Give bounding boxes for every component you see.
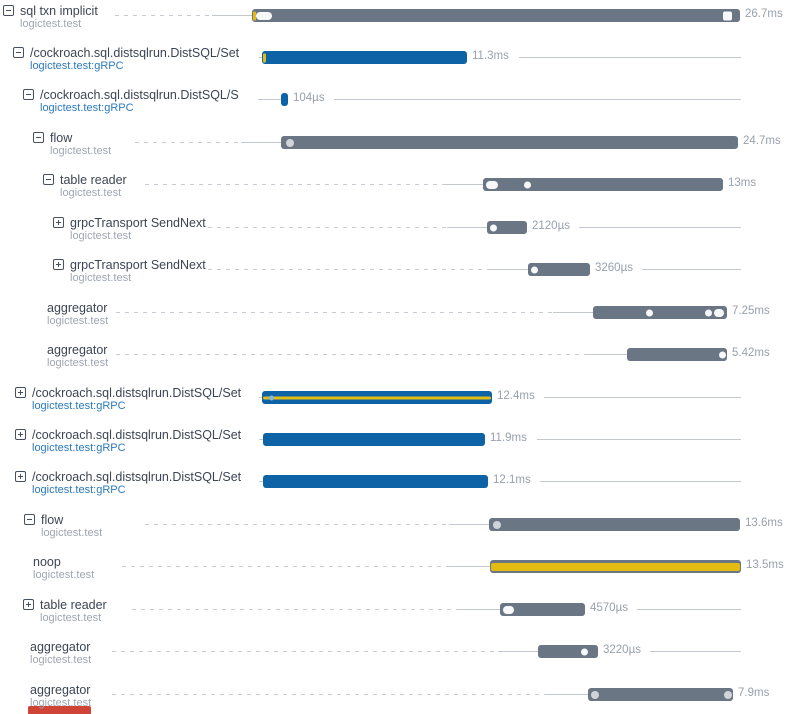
- tail-line: [519, 57, 741, 58]
- span-row: [0, 258, 786, 294]
- event-marker: [269, 395, 274, 400]
- stripe-marker: [263, 396, 491, 399]
- connector-line: [587, 354, 627, 355]
- connector-line: [443, 184, 483, 185]
- span-title[interactable]: /cockroach.sql.distsqlrun.DistSQL/Set: [30, 46, 240, 60]
- duration-label: 13.5ms: [746, 559, 784, 571]
- span-row: [0, 216, 786, 252]
- tick-marker: [263, 53, 266, 62]
- span-row: [0, 598, 786, 634]
- span-row: [0, 88, 786, 124]
- span-bar[interactable]: [588, 688, 733, 701]
- tail-line: [637, 609, 741, 610]
- collapse-icon[interactable]: [23, 89, 34, 100]
- span-row: [0, 4, 786, 40]
- span-row: [0, 386, 786, 422]
- span-row: [0, 513, 786, 549]
- span-bar[interactable]: [262, 51, 467, 64]
- expand-icon[interactable]: [15, 429, 26, 440]
- span-subtitle: logictest.test: [50, 145, 112, 157]
- span-subtitle-link: logictest.test:gRPC: [32, 484, 126, 496]
- span-bar[interactable]: [528, 263, 590, 276]
- span-subtitle: logictest.test: [47, 315, 109, 327]
- span-subtitle: logictest.test: [70, 272, 132, 284]
- event-marker: [493, 521, 501, 529]
- event-marker: [490, 224, 497, 231]
- span-title[interactable]: sql txn implicit: [20, 4, 98, 18]
- event-marker: [646, 309, 653, 316]
- span-subtitle: logictest.test: [20, 18, 82, 30]
- span-subtitle-link: logictest.test:gRPC: [40, 102, 134, 114]
- tail-line: [334, 99, 741, 100]
- duration-label: 4570µs: [590, 602, 628, 614]
- span-title[interactable]: grpcTransport SendNext: [70, 216, 206, 230]
- leader-dashed-line: [116, 354, 587, 355]
- span-bar[interactable]: [538, 645, 598, 658]
- span-subtitle-link: logictest.test:gRPC: [30, 60, 124, 72]
- span-subtitle: logictest.test: [60, 187, 122, 199]
- span-bar[interactable]: [252, 9, 740, 22]
- tail-line: [544, 397, 741, 398]
- span-title[interactable]: aggregator: [30, 640, 91, 654]
- span-title[interactable]: noop: [33, 555, 61, 569]
- span-bar[interactable]: [263, 475, 488, 488]
- span-row: [0, 683, 786, 714]
- leader-dashed-line: [115, 15, 212, 16]
- span-row: [0, 555, 786, 591]
- span-subtitle-link: logictest.test:gRPC: [32, 442, 126, 454]
- duration-label: 3260µs: [595, 262, 633, 274]
- tail-line: [642, 269, 741, 270]
- expand-icon[interactable]: [53, 217, 64, 228]
- tail-line: [650, 651, 741, 652]
- span-title[interactable]: /cockroach.sql.distsqlrun.DistSQL/Set: [32, 470, 242, 484]
- leader-dashed-line: [135, 142, 241, 143]
- connector-line: [460, 609, 500, 610]
- leader-dashed-line: [112, 651, 498, 652]
- duration-label: 13ms: [728, 177, 757, 189]
- span-row: [0, 428, 786, 464]
- event-marker: [486, 181, 498, 189]
- span-title[interactable]: /cockroach.sql.distsqlrun.DistSQL/S: [40, 88, 239, 102]
- span-subtitle: logictest.test: [41, 527, 103, 539]
- span-subtitle: logictest.test: [33, 569, 95, 581]
- event-marker: [256, 12, 272, 20]
- span-title[interactable]: flow: [50, 131, 73, 145]
- stripe-marker: [491, 563, 740, 571]
- span-bar[interactable]: [487, 221, 527, 234]
- collapse-icon[interactable]: [13, 47, 24, 58]
- span-title[interactable]: flow: [41, 513, 64, 527]
- span-bar[interactable]: [490, 560, 741, 573]
- connector-line: [553, 312, 593, 313]
- span-bar[interactable]: [500, 603, 585, 616]
- connector-line: [241, 142, 281, 143]
- connector-line: [212, 15, 252, 16]
- expand-icon[interactable]: [23, 599, 34, 610]
- event-marker: [591, 691, 599, 699]
- event-marker: [705, 309, 712, 316]
- leader-dashed-line: [145, 184, 443, 185]
- expand-icon[interactable]: [15, 471, 26, 482]
- span-subtitle: logictest.test: [40, 612, 102, 624]
- span-subtitle: logictest.test: [30, 654, 92, 666]
- span-subtitle-link: logictest.test:gRPC: [32, 400, 126, 412]
- event-marker: [503, 606, 514, 614]
- connector-line: [488, 269, 528, 270]
- connector-line: [258, 99, 281, 100]
- span-row: [0, 131, 786, 167]
- span-bar[interactable]: [483, 178, 723, 191]
- span-row: [0, 343, 786, 379]
- span-bar[interactable]: [281, 136, 738, 149]
- span-row: [0, 173, 786, 209]
- expand-icon[interactable]: [53, 259, 64, 270]
- connector-line: [450, 566, 490, 567]
- span-row: [0, 301, 786, 337]
- connector-line: [498, 651, 538, 652]
- duration-label: 11.3ms: [472, 50, 509, 62]
- span-subtitle: logictest.test: [47, 357, 109, 369]
- tail-line: [579, 227, 741, 228]
- connector-line: [449, 524, 489, 525]
- duration-label: 13.6ms: [745, 517, 783, 529]
- leader-dashed-line: [112, 694, 548, 695]
- span-title[interactable]: /cockroach.sql.distsqlrun.DistSQL/Set: [32, 386, 242, 400]
- duration-label: 24.7ms: [743, 135, 781, 147]
- connector-line: [548, 694, 588, 695]
- collapse-icon[interactable]: [33, 132, 44, 143]
- leader-dashed-line: [122, 566, 450, 567]
- tail-line: [537, 439, 741, 440]
- leader-dashed-line: [132, 609, 460, 610]
- event-marker: [714, 309, 724, 317]
- event-marker: [723, 11, 732, 20]
- duration-label: 3220µs: [603, 644, 641, 656]
- duration-label: 12.1ms: [493, 474, 531, 486]
- event-marker: [524, 181, 531, 188]
- span-bar[interactable]: [627, 348, 727, 361]
- collapse-icon[interactable]: [3, 5, 14, 16]
- span-title[interactable]: table reader: [40, 598, 107, 612]
- span-subtitle: logictest.test: [70, 230, 132, 242]
- duration-label: 26.7ms: [745, 8, 783, 20]
- span-bar[interactable]: [262, 391, 492, 404]
- duration-label: 12.4ms: [497, 390, 535, 402]
- duration-label: 11.9ms: [490, 432, 527, 444]
- event-marker: [724, 691, 732, 699]
- duration-label: 7.9ms: [738, 687, 770, 699]
- leader-dashed-line: [116, 312, 553, 313]
- span-row: [0, 46, 786, 82]
- collapse-icon[interactable]: [43, 174, 54, 185]
- event-marker: [719, 351, 726, 358]
- span-title[interactable]: aggregator: [47, 301, 108, 315]
- span-title[interactable]: aggregator: [30, 683, 91, 697]
- span-subtitle: logictest.test: [30, 697, 92, 709]
- span-row: [0, 470, 786, 506]
- connector-line: [447, 227, 487, 228]
- duration-label: 104µs: [293, 92, 325, 104]
- event-marker: [581, 648, 588, 655]
- leader-dashed-line: [145, 524, 449, 525]
- leader-dashed-line: [208, 269, 488, 270]
- span-bar[interactable]: [593, 306, 727, 319]
- event-marker: [286, 139, 294, 147]
- span-bar[interactable]: [263, 433, 485, 446]
- span-bar[interactable]: [281, 93, 288, 106]
- event-marker: [531, 266, 538, 273]
- span-row: [0, 640, 786, 676]
- tail-line: [540, 481, 741, 482]
- span-title[interactable]: grpcTransport SendNext: [70, 258, 206, 272]
- collapse-icon[interactable]: [24, 514, 35, 525]
- span-bar[interactable]: [489, 518, 740, 531]
- span-title[interactable]: aggregator: [47, 343, 108, 357]
- duration-label: 7.25ms: [732, 305, 770, 317]
- duration-label: 5.42ms: [732, 347, 770, 359]
- expand-icon[interactable]: [15, 387, 26, 398]
- duration-label: 2120µs: [532, 220, 570, 232]
- span-title[interactable]: /cockroach.sql.distsqlrun.DistSQL/Set: [32, 428, 242, 442]
- leader-dashed-line: [208, 227, 447, 228]
- span-title[interactable]: table reader: [60, 173, 127, 187]
